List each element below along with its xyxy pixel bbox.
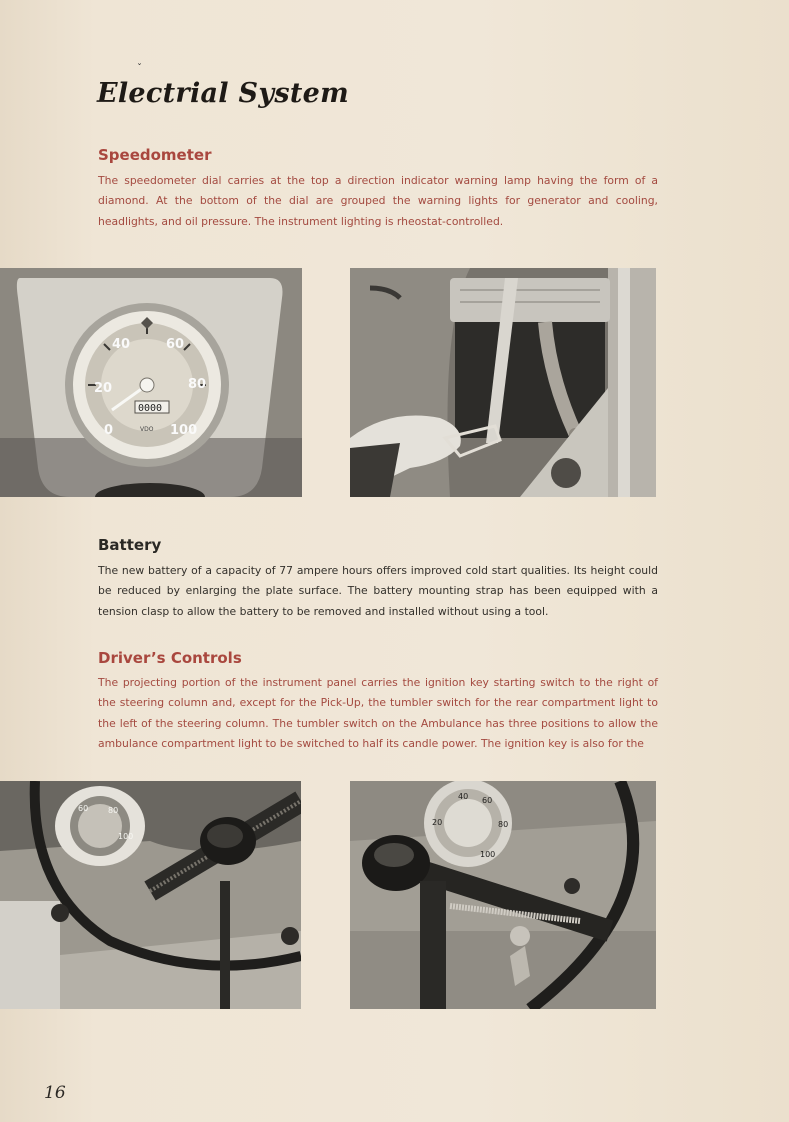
odometer-counter: 0000 [138,403,163,414]
speedometer-paragraph: The speedometer dial carries at the top a direction indicator warning lamp having the form of a diamond. At the bottom of the dial are grouped the warning lights for generator and cooling, headlights, and oil pressure. The instrument lighting is rheostat-controlled. [98,174,658,228]
battery-heading: Battery [98,536,162,554]
dial-label-60: 60 [166,337,185,352]
left-dial-100: 100 [118,832,134,841]
right-dial-60: 60 [482,796,493,805]
tick-mark: ˇ [137,63,142,74]
right-dial-80: 80 [498,820,509,829]
page-title: Electrial System [97,78,349,109]
battery-photo [350,268,656,497]
right-dial-100: 100 [480,850,496,859]
speedometer-photo [0,268,302,497]
right-dial-20: 20 [432,818,443,827]
speedometer-heading: Speedometer [98,146,212,164]
dial-label-80: 80 [188,377,207,392]
drivers-controls-paragraph: The projecting portion of the instrument panel carries the ignition key starting switch to the right of the steering column and, except for the Pick-Up, the tumbler switch for the rear compartment light to the left of the steering column. The tumbler switch on the Ambulance has three positions to allow the ambulance compartment light to be switched to half its candle power. The ignition key is also for the [98,676,658,750]
dial-label-20: 20 [94,381,113,396]
dial-brand: VDO [140,426,154,433]
dial-label-100: 100 [170,423,198,438]
right-dial-40: 40 [458,792,469,801]
steering-left-photo [0,781,301,1009]
left-dial-80: 80 [108,806,119,815]
drivers-controls-heading: Driver’s Controls [98,649,242,667]
battery-paragraph: The new battery of a capacity of 77 ampere hours offers improved cold start qualities. Its height could be reduced by enlarging the plate surface. The battery mounting strap has been equipped with a tension clasp to allow the battery to be removed and installed without using a tool. [98,564,658,618]
page-number: 16 [44,1083,66,1103]
dial-label-40: 40 [112,337,131,352]
steering-right-photo [350,781,656,1009]
dial-label-0: 0 [104,423,114,438]
left-dial-60: 60 [78,804,89,813]
